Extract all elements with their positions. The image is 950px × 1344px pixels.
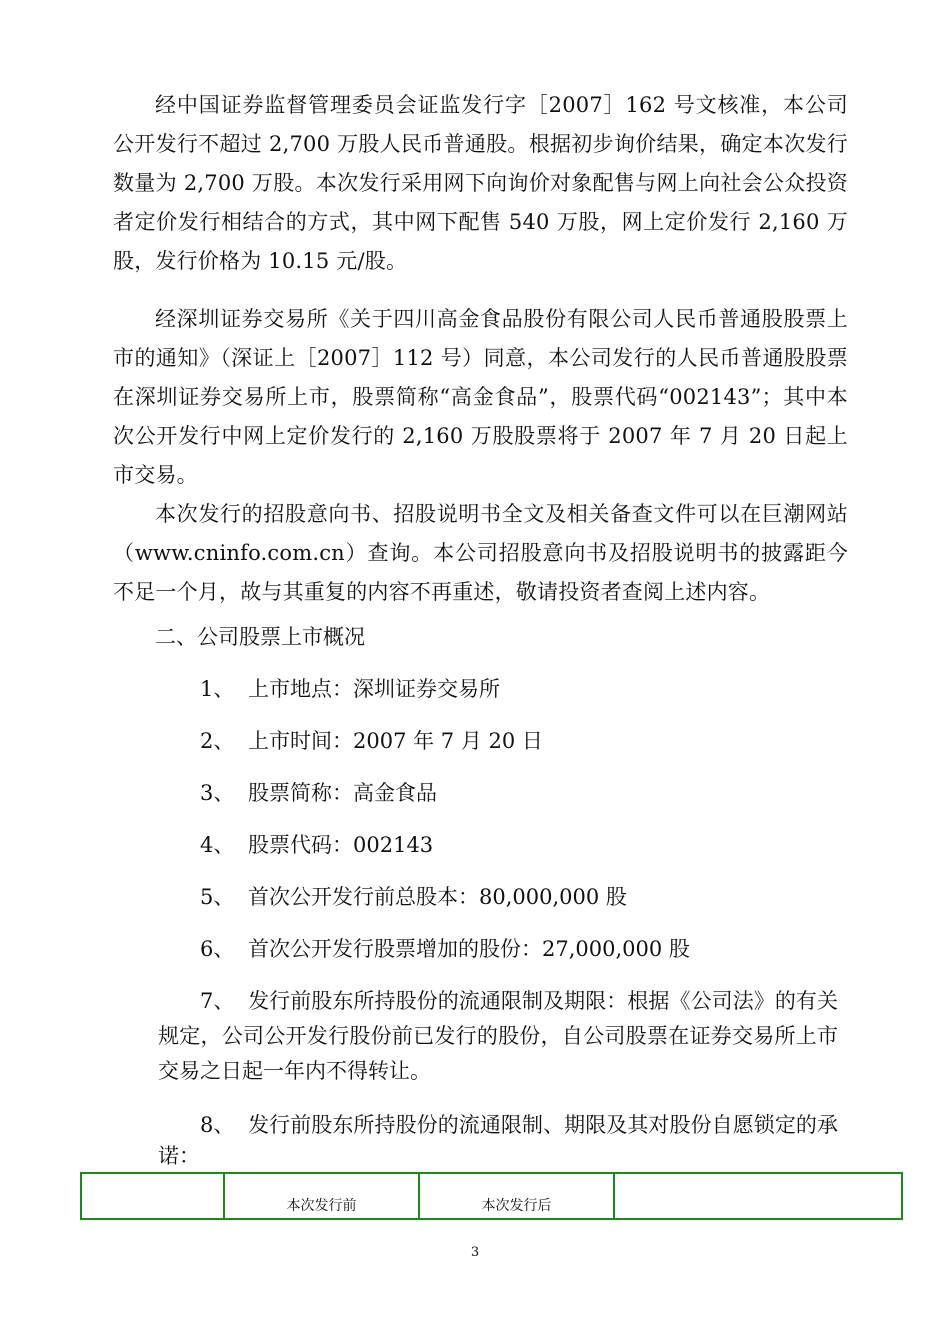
table-header-cell: 本次发行后	[419, 1173, 614, 1219]
table-header-row	[81, 1173, 902, 1219]
page-number: 3	[470, 1245, 480, 1260]
paragraph-prospectus-reference: 本次发行的招股意向书、招股说明书全文及相关备查文件可以在巨潮网站（www.cninfo.com.cn）查询。本公司招股意向书及招股说明书的披露距今不足一个月，故与其重复的内容不再重述，敬请投资者查阅上述内容。	[113, 502, 848, 604]
list-item-stock-name	[200, 774, 437, 813]
list-item-text: 股票简称：高金食品	[248, 781, 437, 805]
list-item-new-shares	[200, 930, 690, 969]
list-item-number: 8、	[200, 1113, 235, 1137]
list-item-number: 5、	[200, 885, 235, 909]
section-heading-listing-overview: 二、公司股票上市概况	[155, 625, 365, 649]
list-item-text: 上市地点：深圳证券交易所	[248, 677, 500, 701]
list-item-text: 上市时间：2007 年 7 月 20 日	[248, 729, 543, 753]
table-header-cell	[81, 1173, 224, 1219]
list-item-listing-venue	[200, 670, 500, 709]
list-item-text: 发行前股东所持股份的流通限制、期限及其对股份自愿锁定的承诺：	[158, 1113, 838, 1168]
list-item-text: 发行前股东所持股份的流通限制及期限：根据《公司法》的有关规定，公司公开发行股份前已发行的股份，自公司股票在证券交易所上市交易之日起一年内不得转让。	[158, 989, 838, 1083]
shareholding-table	[80, 1172, 903, 1220]
list-item-pre-ipo-capital	[200, 878, 627, 917]
table-header-cell: 本次发行前	[224, 1173, 419, 1219]
list-item-number: 1、	[200, 677, 235, 701]
list-item-lockup-commitment	[158, 1110, 838, 1172]
list-item-transfer-restriction	[158, 984, 838, 1089]
paragraph-issuance-approval: 经中国证券监督管理委员会证监发行字［2007］162 号文核准，本公司公开发行不超过 2,700 万股人民币普通股。根据初步询价结果，确定本次发行数量为 2,700 万股。本次发行采用网下向询价对象配售与网上向社会公众投资者定价发行相结合的方式，其中网下配售 540 万股，网上定价发行 2,160 万股，发行价格为 10.15 元/股。	[113, 93, 848, 273]
list-item-text: 首次公开发行前总股本：80,000,000 股	[248, 885, 627, 909]
list-item-number: 6、	[200, 937, 235, 961]
list-item-stock-code	[200, 826, 433, 865]
list-item-number: 7、	[200, 989, 235, 1013]
paragraph-listing-notice: 经深圳证券交易所《关于四川高金食品股份有限公司人民币普通股股票上市的通知》（深证上［2007］112 号）同意，本公司发行的人民币普通股股票在深圳证券交易所上市，股票简称“高金食品”，股票代码“002143”；其中本次公开发行中网上定价发行的 2,160 万股股票将于 2007 年 7 月 20 日起上市交易。	[113, 307, 848, 487]
list-item-text: 首次公开发行股票增加的股份：27,000,000 股	[248, 937, 690, 961]
list-item-number: 2、	[200, 729, 235, 753]
list-item-listing-date	[200, 722, 543, 761]
list-item-text: 股票代码：002143	[248, 833, 434, 857]
list-item-number: 4、	[200, 833, 235, 857]
table-header-cell	[614, 1173, 902, 1219]
list-item-number: 3、	[200, 781, 235, 805]
